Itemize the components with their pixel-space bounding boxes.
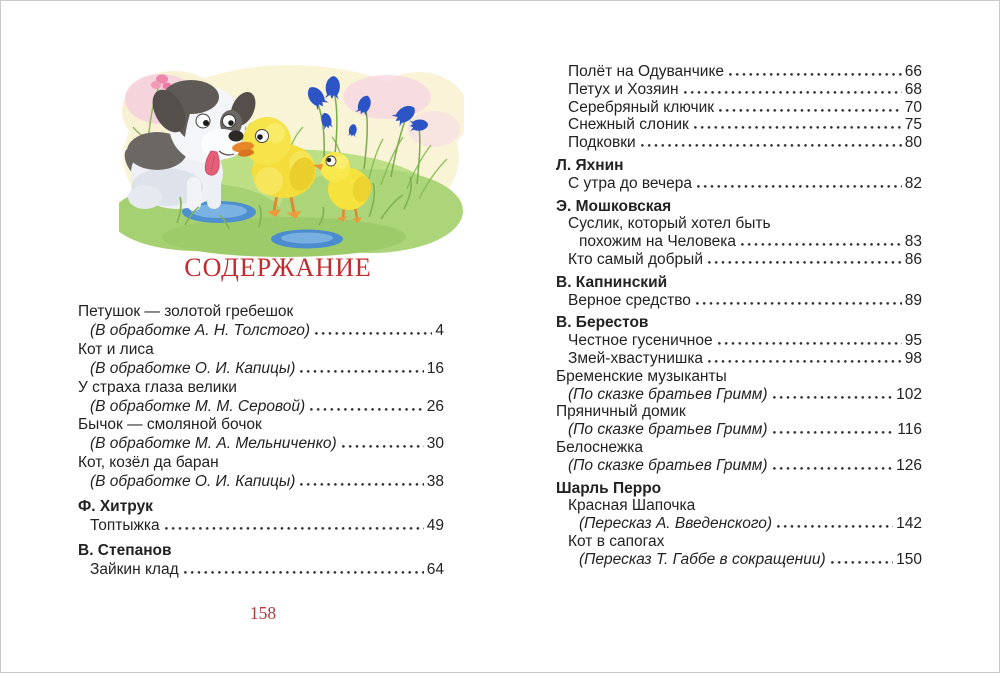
toc-entry-line [78,454,444,473]
toc-entry-text: Кот и лиса [78,340,154,358]
toc-entry-text: Честное гусеничное [568,332,713,350]
toc-page-number: 126 [896,456,922,474]
toc-entry-line [556,515,922,533]
toc-page-number: 68 [904,80,922,98]
toc-entry-text: Зайкин клад [90,560,179,578]
toc-entry-line [78,360,444,379]
toc-page-number: 49 [426,516,444,534]
toc-entry-line [556,215,922,233]
toc-entry-text: Кто самый добрый [568,250,703,268]
toc-entry-line [556,439,922,457]
dot-leader [773,431,895,434]
toc-entry-text: Белоснежка [556,438,643,456]
toc-entry-text: (По сказке братьев Гримм) [568,421,768,439]
toc-entry-line [556,233,922,251]
toc-entry-text: Кот в сапогах [568,532,665,550]
toc-entry-text: Л. Яхнин [556,156,624,174]
toc-author-line [556,157,922,175]
toc-entry-line [556,99,922,117]
toc-entry-text: Топтыжка [90,516,160,534]
toc-entry-text: В. Берестов [556,314,649,332]
toc-entry-text: Кот, козёл да баран [78,454,219,472]
toc-entry-line [556,368,922,386]
toc-author-line [556,314,922,332]
dot-leader [773,467,894,470]
dot-leader [718,342,902,345]
toc-page-number: 4 [435,321,444,339]
toc-entry-text: В. Степанов [78,541,172,559]
contents-heading: СОДЕРЖАНИЕ [184,253,372,282]
contents-illustration [119,59,464,261]
toc-entry-text: Петушок — золотой гребешок [78,303,294,320]
toc-column-right [556,63,922,569]
toc-entry-text: Бычок — смоляной бочок [78,416,262,434]
dot-leader [641,144,902,147]
toc-page-number: 26 [426,397,444,415]
toc-page-number: 38 [426,473,444,491]
toc-entry-text: Ф. Хитрук [78,498,153,516]
toc-entry-line [78,561,444,580]
toc-page-number: 116 [897,421,922,439]
toc-page-number: 70 [904,98,922,116]
toc-entry-text: (В обработке М. М. Серовой) [90,397,306,415]
toc-entry-text: (В обработке А. Н. Толстого) [90,321,310,339]
dot-leader [777,525,893,528]
dot-leader [696,302,902,305]
toc-entry-text: Серебряный ключик [568,98,715,116]
toc-entry-line [556,81,922,99]
dot-leader [741,243,902,246]
toc-author-line [78,498,444,517]
toc-page-number: 30 [426,435,444,453]
dot-leader [342,445,424,448]
toc-entry-text: похожим на Человека [579,233,737,251]
toc-entry-line [78,398,444,417]
toc-entry-text: Суслик, который хотел быть [568,215,771,233]
toc-entry-text: Красная Шапочка [568,497,696,515]
toc-entry-text: Змей-хвастунишка [568,349,704,367]
toc-entry-line [78,517,444,536]
toc-entry-text: (Пересказ А. Введенского) [579,515,773,533]
puppy-duckling-chick-illustration-svg [119,59,464,259]
toc-entry-line [556,332,922,350]
toc-entry-text: Петух и Хозяин [568,80,679,98]
toc-entry-line [556,63,922,81]
toc-entry-line [556,403,922,421]
dot-leader [831,561,894,564]
toc-entry-line [556,134,922,152]
toc-entry-text: У страха глаза велики [78,378,237,396]
toc-entry-text: Бременские музыканты [556,367,727,385]
toc-entry-line [556,421,922,439]
toc-entry-text: Пряничный домик [556,403,686,421]
toc-page-number: 150 [896,550,922,568]
dot-leader [165,527,424,530]
toc-entry-line [78,435,444,454]
toc-entry-text: Верное средство [568,291,691,309]
dot-leader [729,73,902,76]
toc-page-number: 86 [904,250,922,268]
toc-entry-line [78,416,444,435]
toc-entry-line [78,303,444,322]
toc-page-number: 83 [904,233,922,251]
dot-leader [315,332,432,335]
toc-page-number: 82 [904,174,922,192]
toc-author-line [78,542,444,561]
folio-page-number: 158 [249,603,277,623]
toc-entry-line [78,322,444,341]
dot-leader [300,370,423,373]
toc-entry-text: С утра до вечера [568,174,692,192]
toc-entry-line [556,533,922,551]
toc-entry-line [78,473,444,492]
toc-column-left [78,303,444,580]
toc-page-number: 66 [904,63,922,80]
dot-leader [773,396,894,399]
dot-leader [719,109,902,112]
toc-author-line [556,480,922,498]
toc-page-number: 75 [904,116,922,134]
toc-entry-text: Снежный слоник [568,116,689,134]
toc-entry-text: Э. Мошковская [556,197,672,215]
toc-page-number: 16 [426,359,444,377]
toc-entry-text: (Пересказ Т. Габбе в сокращении) [579,550,826,568]
toc-entry-text: Подковки [568,134,636,152]
dot-leader [310,408,424,411]
toc-entry-line [78,341,444,360]
toc-entry-line [556,292,922,310]
toc-page-number: 142 [896,515,922,533]
dot-leader [708,360,902,363]
toc-entry-text: Шарль Перро [556,479,662,497]
toc-entry-line [556,497,922,515]
toc-entry-line [556,175,922,193]
toc-page-number: 89 [904,291,922,309]
dot-leader [694,126,902,129]
toc-entry-line [78,379,444,398]
toc-author-line [556,198,922,216]
toc-entry-text: (В обработке О. И. Капицы) [90,359,296,377]
toc-page-number: 98 [904,349,922,367]
toc-entry-text: В. Капнинский [556,273,668,291]
toc-entry-line [556,457,922,475]
dot-leader [708,261,902,264]
dot-leader [697,185,902,188]
dot-leader [684,91,902,94]
toc-page-number: 80 [904,134,922,152]
toc-entry-line [556,251,922,269]
toc-entry-text: (В обработке М. А. Мельниченко) [90,435,337,453]
toc-entry-text: (По сказке братьев Гримм) [568,385,768,403]
toc-entry-text: (В обработке О. И. Капицы) [90,473,296,491]
toc-page-number: 102 [896,385,922,403]
toc-author-line [556,274,922,292]
dot-leader [184,571,424,574]
toc-entry-line [556,551,922,569]
toc-entry-line [556,386,922,404]
dot-leader [300,483,423,486]
toc-entry-text: (По сказке братьев Гримм) [568,456,768,474]
toc-entry-line [556,116,922,134]
toc-page-number: 64 [426,560,444,578]
toc-entry-line [556,350,922,368]
toc-page-number: 95 [904,332,922,350]
toc-entry-text: Полёт на Одуванчике [568,63,725,80]
